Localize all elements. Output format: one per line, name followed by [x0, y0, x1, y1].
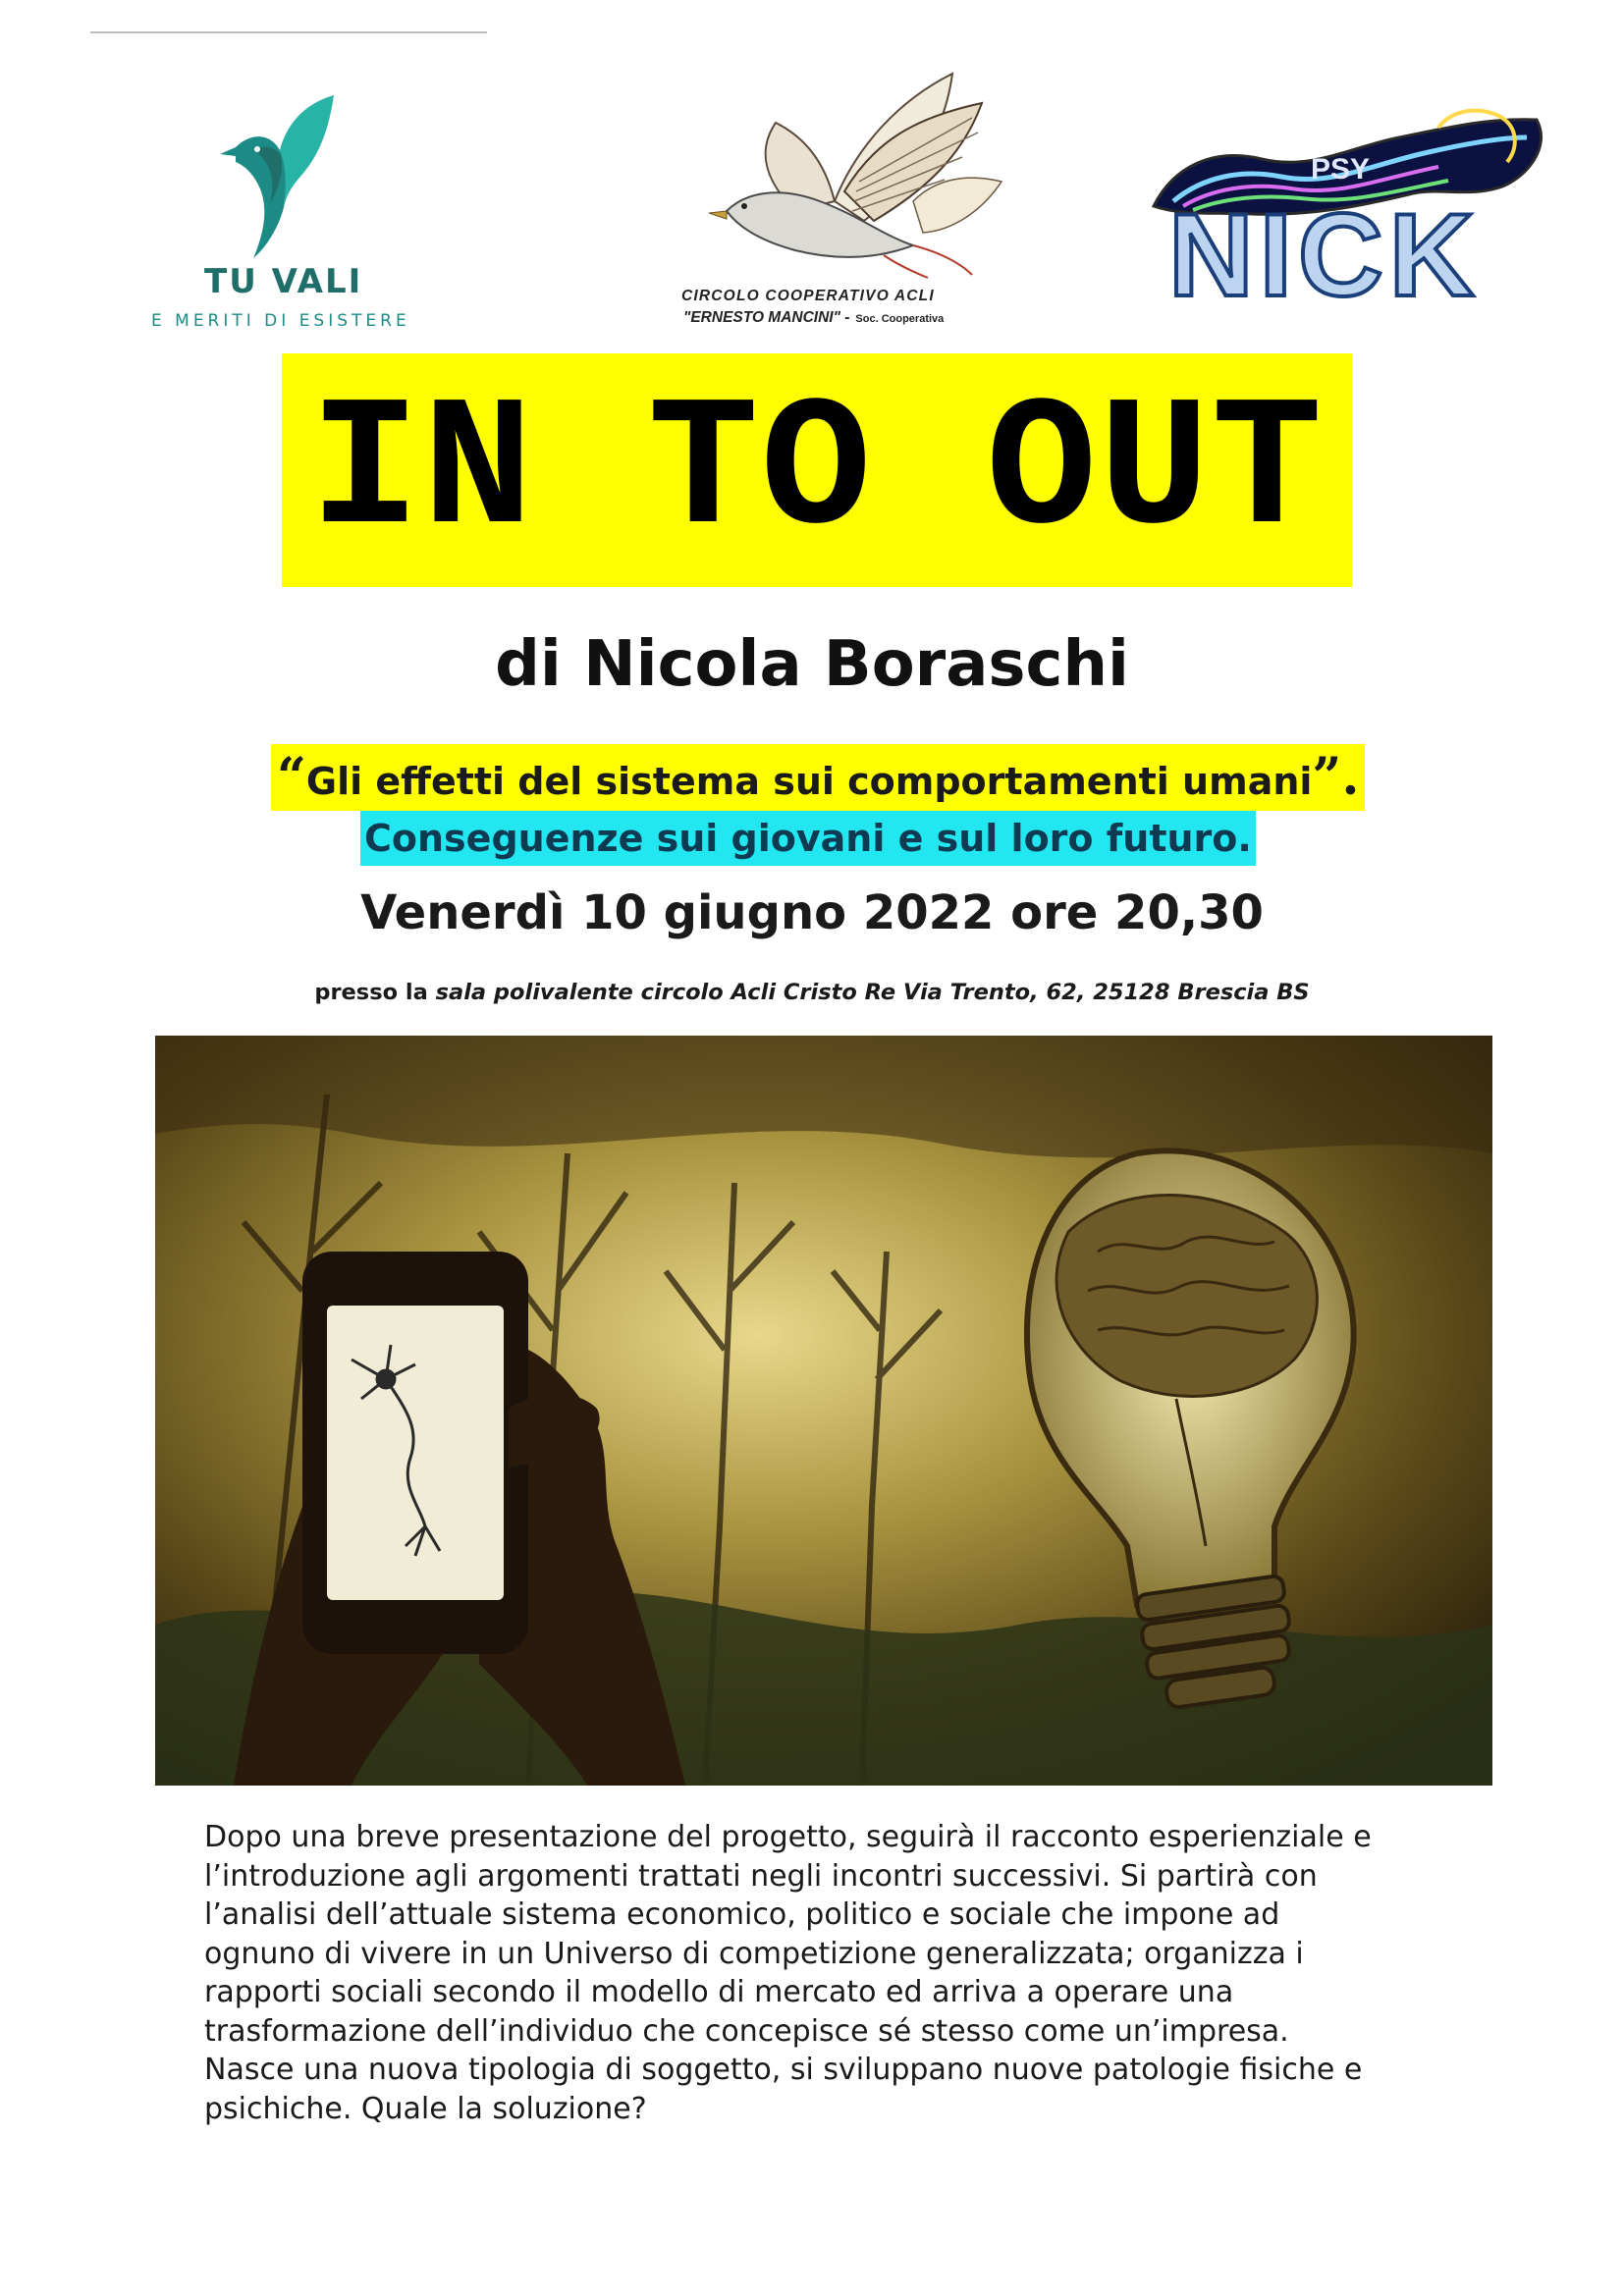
quote-open: “ [277, 747, 306, 807]
description-line: l’analisi dell’attuale sistema economico, politico e sociale che impone ad [204, 1897, 1280, 1932]
bird-icon [196, 93, 373, 260]
page-title: IN TO OUT [309, 368, 1325, 577]
event-date: Venerdì 10 giugno 2022 ore 20,30 [360, 885, 1264, 940]
description-line: rapporti sociali secondo il modello di mercato ed arriva a operare una [204, 1975, 1234, 2009]
acli-name-line2 [683, 309, 944, 327]
description-line: l’introduzione agli argomenti trattati negli incontri successivi. Si partirà con [204, 1858, 1318, 1894]
tuvali-tagline: E MERITI DI ESISTERE [151, 311, 410, 331]
description-line: trasformazione dell’individuo che concepisce sé stesso come un’impresa. [204, 2013, 1289, 2049]
header-divider [90, 31, 487, 33]
acli-soc: Soc. Cooperativa [855, 313, 945, 325]
title-banner [282, 353, 1352, 587]
description-line: psichiche. Quale la soluzione? [204, 2091, 647, 2126]
venue-detail: sala polivalente circolo Acli Cristo Re Via Trento, 62, 25128 Brescia BS [435, 980, 1310, 1005]
dove-book-icon [687, 64, 1041, 280]
nick-wordmark: NICK [1168, 189, 1481, 321]
venue-prefix: presso la [314, 980, 428, 1005]
event-illustration [155, 1036, 1492, 1786]
acli-name-line2-text: "ERNESTO MANCINI" - [683, 309, 850, 326]
quote-close: ”. [1312, 747, 1360, 807]
event-venue [0, 980, 1624, 1005]
description-line: Nasce una nuova tipologia di soggetto, si sviluppano nuove patologie fisiche e [204, 2053, 1363, 2087]
description-line: ognuno di vivere in un Universo di competizione generalizzata; organizza i [204, 1936, 1304, 1971]
subtitle-line1-text: Gli effetti del sistema sui comportamenti umani [305, 760, 1313, 803]
smartphone-hands-lightbulb-brain-image [155, 1036, 1492, 1786]
nick-overlay-text: PSY [1311, 153, 1371, 186]
acli-logo [677, 64, 1051, 339]
subtitle-line2: Conseguenze sui giovani e sul loro futuro. [360, 811, 1256, 866]
subtitle-line1 [271, 744, 1365, 811]
acli-name-line1: CIRCOLO COOPERATIVO ACLI [681, 288, 935, 304]
author-line: di Nicola Boraschi [495, 628, 1129, 701]
tuvali-name: TU VALI [204, 262, 363, 301]
description-paragraph [204, 1818, 1490, 2128]
tuvali-logo [147, 93, 432, 339]
description-line: Dopo una breve presentazione del progetto, seguirà il racconto esperienziale e [204, 1820, 1372, 1854]
nick-logo [1114, 108, 1576, 319]
